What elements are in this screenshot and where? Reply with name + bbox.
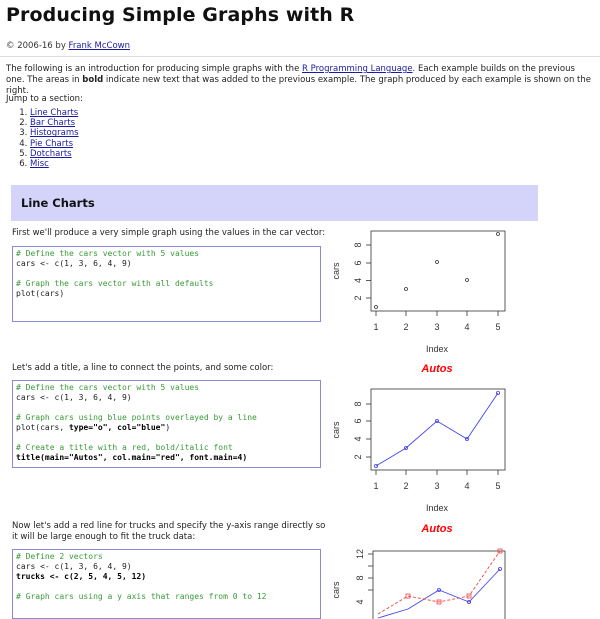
intro-text-2: . Each example builds on the previous one. The areas in: [6, 64, 575, 85]
toc-link-dotcharts[interactable]: Dotcharts: [30, 148, 72, 159]
example-description: Now let's add a red line for trucks and specify the y-axis range directly so it will be large enough to fit the truck data:: [12, 521, 326, 542]
code-text-bold: type="o", col="blue": [68, 423, 166, 432]
intro-paragraph: [6, 64, 591, 97]
svg-text:3: 3: [434, 322, 440, 332]
byline-prefix: © 2006-16 by: [6, 41, 69, 51]
toc-link-bar-charts[interactable]: Bar Charts: [30, 118, 76, 129]
code-line: cars <- c(1, 3, 6, 4, 9): [16, 393, 132, 402]
code-line: # Graph cars using a y axis that ranges from 0 to 12: [16, 592, 267, 601]
code-block: [12, 549, 321, 619]
svg-text:5: 5: [495, 481, 501, 491]
toc-item: [30, 149, 79, 159]
code-line: cars <- c(1, 3, 6, 4, 9): [16, 562, 132, 571]
code-line: plot(cars): [16, 289, 65, 298]
jump-label: Jump to a section:: [6, 94, 83, 104]
code-line: title(main="Autos", col.main="red", font.main=4): [16, 453, 248, 462]
svg-text:2: 2: [403, 481, 409, 491]
page-title: Producing Simple Graphs with R: [6, 4, 355, 26]
svg-text:2: 2: [403, 322, 409, 332]
svg-text:4: 4: [464, 481, 470, 491]
svg-text:8: 8: [353, 401, 363, 407]
example-description: First we'll produce a very simple graph using the values in the car vector:: [12, 228, 326, 238]
chart-scatter-cars: [326, 226, 516, 360]
code-line: # Graph cars using blue points overlayed by a line: [16, 413, 257, 422]
svg-text:Index: Index: [425, 503, 449, 513]
code-line: [16, 269, 317, 279]
svg-text:5: 5: [495, 322, 501, 332]
code-line: cars <- c(1, 3, 6, 4, 9): [16, 259, 132, 268]
divider: [0, 56, 600, 57]
code-line: [16, 582, 317, 592]
svg-text:6: 6: [353, 260, 363, 266]
toc-link-histograms[interactable]: Histograms: [30, 128, 79, 139]
code-line: # Create a title with a red, bold/italic font: [16, 443, 233, 452]
svg-text:8: 8: [355, 575, 365, 581]
svg-text:2: 2: [353, 454, 363, 460]
toc-item: [30, 108, 79, 118]
code-line: # Graph the cars vector with all defaults: [16, 279, 214, 288]
author-link[interactable]: Frank McCown: [68, 41, 131, 51]
svg-text:1: 1: [373, 481, 379, 491]
chart-line-autos-trucks: [326, 518, 516, 605]
code-line: # Define 2 vectors: [16, 552, 103, 561]
code-line: trucks <- c(2, 5, 4, 5, 12): [16, 572, 147, 581]
toc-link-misc[interactable]: Misc: [30, 159, 49, 170]
toc-item: [30, 118, 79, 128]
toc-link-pie-charts[interactable]: Pie Charts: [30, 138, 74, 149]
svg-text:2: 2: [353, 295, 363, 301]
code-line: [16, 423, 317, 433]
section-title: Line Charts: [21, 196, 95, 210]
svg-text:cars: cars: [331, 262, 341, 280]
chart-line-autos: [326, 358, 516, 518]
svg-text:12: 12: [355, 548, 365, 560]
svg-text:4: 4: [464, 322, 470, 332]
svg-text:4: 4: [353, 277, 363, 284]
code-text: plot(cars,: [16, 423, 69, 432]
code-line: # Define the cars vector with 5 values: [16, 249, 200, 258]
svg-text:8: 8: [353, 242, 363, 248]
svg-text:Autos: Autos: [421, 523, 453, 535]
svg-text:3: 3: [434, 481, 440, 491]
svg-text:1: 1: [373, 322, 379, 332]
example-description: Let's add a title, a line to connect the points, and some color:: [12, 363, 274, 373]
code-block: [12, 246, 321, 322]
svg-text:cars: cars: [331, 421, 341, 439]
toc-item: [30, 128, 79, 138]
toc-link-line-charts[interactable]: Line Charts: [30, 108, 79, 118]
svg-text:6: 6: [353, 418, 363, 424]
svg-text:cars: cars: [331, 581, 341, 599]
r-language-link[interactable]: R Programming Language: [302, 64, 413, 74]
code-line: # Define the cars vector with 5 values: [16, 383, 200, 392]
svg-text:Autos: Autos: [421, 363, 453, 375]
svg-text:Index: Index: [425, 344, 449, 354]
intro-bold: bold: [82, 75, 104, 85]
svg-text:4: 4: [355, 599, 365, 605]
intro-text-1: The following is an introduction for producing simple graphs with the: [6, 64, 302, 74]
byline: [6, 41, 130, 51]
section-toc: [0, 108, 79, 169]
code-line: [16, 433, 317, 443]
toc-item: [30, 139, 79, 149]
code-block: [12, 380, 321, 468]
intro-text-3: indicate new text that was added to the previous example. The graph produced by each example is shown on the right.: [6, 75, 592, 96]
code-text: ): [165, 423, 171, 432]
svg-text:4: 4: [353, 436, 363, 442]
code-line: [16, 403, 317, 413]
section-header: [11, 185, 538, 221]
toc-item: [30, 159, 79, 169]
